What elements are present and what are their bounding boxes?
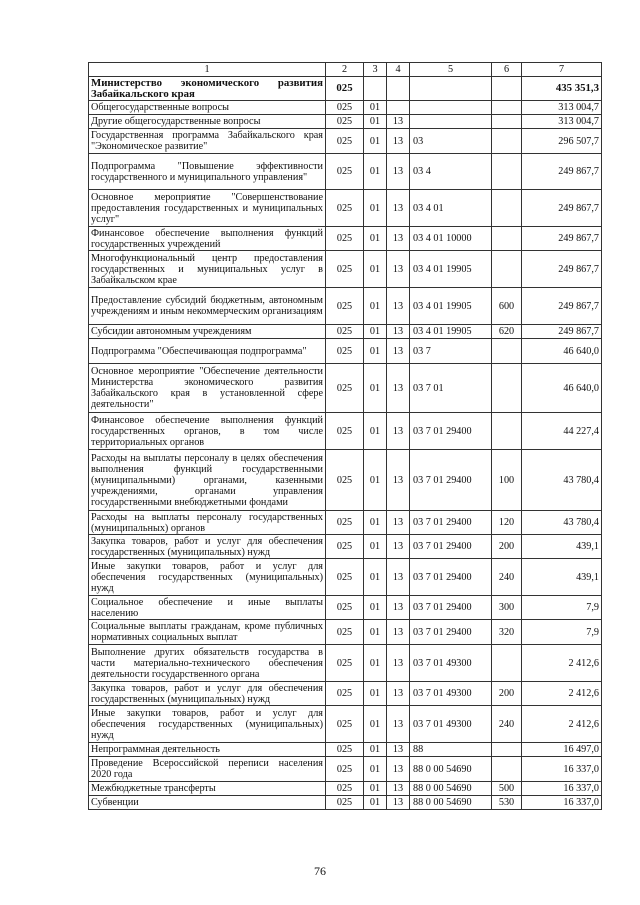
expense-type-cell: 620 xyxy=(492,325,522,339)
target-article-cell: 03 xyxy=(410,129,492,154)
table-row xyxy=(89,190,602,227)
amount-cell: 43 780,4 xyxy=(522,511,602,535)
subsection-cell: 13 xyxy=(387,190,410,227)
amount-cell: 44 227,4 xyxy=(522,413,602,450)
expense-type-cell: 240 xyxy=(492,706,522,743)
admin-code-cell: 025 xyxy=(326,77,364,101)
section-cell: 01 xyxy=(364,782,387,796)
target-article-cell: 03 4 01 xyxy=(410,190,492,227)
subsection-cell: 13 xyxy=(387,364,410,413)
subsection-cell: 13 xyxy=(387,645,410,682)
row-name-cell: Субсидии автономным учреждениям xyxy=(89,325,326,339)
table-row xyxy=(89,645,602,682)
table-row xyxy=(89,251,602,288)
admin-code-cell: 025 xyxy=(326,154,364,190)
row-name-cell: Социальные выплаты гражданам, кроме публичных нормативных социальных выплат xyxy=(89,620,326,645)
admin-code-cell: 025 xyxy=(326,743,364,757)
table-row xyxy=(89,682,602,706)
amount-cell: 2 412,6 xyxy=(522,645,602,682)
target-article-cell: 88 0 00 54690 xyxy=(410,796,492,810)
row-name-cell: Расходы на выплаты персоналу в целях обеспечения выполнения функций государственными (муниципальными) органами, казенными учреждениями, органами управления государственными внебюджетными фондами xyxy=(89,450,326,511)
expense-type-cell: 320 xyxy=(492,620,522,645)
section-cell: 01 xyxy=(364,706,387,743)
section-cell: 01 xyxy=(364,413,387,450)
expense-type-cell xyxy=(492,101,522,115)
expense-type-cell: 240 xyxy=(492,559,522,596)
table-row xyxy=(89,511,602,535)
amount-cell: 249 867,7 xyxy=(522,251,602,288)
header-cell: 4 xyxy=(387,63,410,77)
row-name-cell: Предоставление субсидий бюджетным, автономным учреждениям и иным некоммерческим организациям xyxy=(89,288,326,325)
target-article-cell: 03 7 01 29400 xyxy=(410,559,492,596)
row-name-cell: Социальное обеспечение и иные выплаты населению xyxy=(89,596,326,620)
table-row xyxy=(89,782,602,796)
amount-cell: 16 337,0 xyxy=(522,796,602,810)
subsection-cell: 13 xyxy=(387,682,410,706)
amount-cell: 439,1 xyxy=(522,559,602,596)
amount-cell: 7,9 xyxy=(522,596,602,620)
target-article-cell: 03 7 01 29400 xyxy=(410,511,492,535)
admin-code-cell: 025 xyxy=(326,596,364,620)
row-name-cell: Государственная программа Забайкальского края "Экономическое развитие" xyxy=(89,129,326,154)
expense-type-cell xyxy=(492,154,522,190)
subsection-cell: 13 xyxy=(387,796,410,810)
section-cell: 01 xyxy=(364,559,387,596)
table-row xyxy=(89,743,602,757)
subsection-cell: 13 xyxy=(387,115,410,129)
expense-type-cell xyxy=(492,190,522,227)
row-name-cell: Межбюджетные трансферты xyxy=(89,782,326,796)
amount-cell: 7,9 xyxy=(522,620,602,645)
table-row xyxy=(89,325,602,339)
admin-code-cell: 025 xyxy=(326,757,364,782)
expense-type-cell: 300 xyxy=(492,596,522,620)
amount-cell: 313 004,7 xyxy=(522,101,602,115)
amount-cell: 249 867,7 xyxy=(522,190,602,227)
target-article-cell: 03 7 01 49300 xyxy=(410,706,492,743)
target-article-cell: 03 4 01 19905 xyxy=(410,288,492,325)
amount-cell: 16 337,0 xyxy=(522,782,602,796)
table-row xyxy=(89,227,602,251)
amount-cell: 46 640,0 xyxy=(522,339,602,364)
section-cell: 01 xyxy=(364,450,387,511)
subsection-cell: 13 xyxy=(387,743,410,757)
section-cell: 01 xyxy=(364,511,387,535)
section-cell: 01 xyxy=(364,101,387,115)
row-name-cell: Иные закупки товаров, работ и услуг для обеспечения государственных (муниципальных) нужд xyxy=(89,559,326,596)
expense-type-cell xyxy=(492,227,522,251)
subsection-cell: 13 xyxy=(387,288,410,325)
row-name-cell: Другие общегосударственные вопросы xyxy=(89,115,326,129)
expense-type-cell: 500 xyxy=(492,782,522,796)
section-cell: 01 xyxy=(364,364,387,413)
subsection-cell: 13 xyxy=(387,757,410,782)
row-name-cell: Проведение Всероссийской переписи населения 2020 года xyxy=(89,757,326,782)
table-row xyxy=(89,559,602,596)
subsection-cell: 13 xyxy=(387,706,410,743)
subsection-cell: 13 xyxy=(387,325,410,339)
row-name-cell: Выполнение других обязательств государства в части материально-технического обеспечения деятельности государственного органа xyxy=(89,645,326,682)
table-row xyxy=(89,450,602,511)
admin-code-cell: 025 xyxy=(326,288,364,325)
amount-cell: 435 351,3 xyxy=(522,77,602,101)
expense-type-cell: 530 xyxy=(492,796,522,810)
target-article-cell xyxy=(410,77,492,101)
amount-cell: 313 004,7 xyxy=(522,115,602,129)
admin-code-cell: 025 xyxy=(326,251,364,288)
header-cell: 7 xyxy=(522,63,602,77)
row-name-cell: Закупка товаров, работ и услуг для обеспечения государственных (муниципальных) нужд xyxy=(89,535,326,559)
row-name-cell: Основное мероприятие "Обеспечение деятельности Министерства экономического развития Забайкальского края в установленной сфере деятельности" xyxy=(89,364,326,413)
expense-type-cell: 100 xyxy=(492,450,522,511)
row-name-cell: Финансовое обеспечение выполнения функций государственных учреждений xyxy=(89,227,326,251)
target-article-cell: 03 7 01 29400 xyxy=(410,535,492,559)
admin-code-cell: 025 xyxy=(326,620,364,645)
subsection-cell: 13 xyxy=(387,782,410,796)
section-cell: 01 xyxy=(364,535,387,559)
amount-cell: 249 867,7 xyxy=(522,288,602,325)
admin-code-cell: 025 xyxy=(326,129,364,154)
amount-cell: 2 412,6 xyxy=(522,682,602,706)
target-article-cell: 03 4 01 10000 xyxy=(410,227,492,251)
admin-code-cell: 025 xyxy=(326,325,364,339)
amount-cell: 16 497,0 xyxy=(522,743,602,757)
table-row xyxy=(89,535,602,559)
section-cell xyxy=(364,77,387,101)
header-cell: 1 xyxy=(89,63,326,77)
header-cell: 6 xyxy=(492,63,522,77)
target-article-cell: 88 xyxy=(410,743,492,757)
section-cell: 01 xyxy=(364,190,387,227)
amount-cell: 249 867,7 xyxy=(522,227,602,251)
admin-code-cell: 025 xyxy=(326,101,364,115)
amount-cell: 249 867,7 xyxy=(522,154,602,190)
subsection-cell: 13 xyxy=(387,129,410,154)
subsection-cell: 13 xyxy=(387,154,410,190)
expense-type-cell: 120 xyxy=(492,511,522,535)
expense-type-cell xyxy=(492,645,522,682)
section-cell: 01 xyxy=(364,757,387,782)
table-row xyxy=(89,129,602,154)
subsection-cell: 13 xyxy=(387,596,410,620)
admin-code-cell: 025 xyxy=(326,511,364,535)
admin-code-cell: 025 xyxy=(326,227,364,251)
section-cell: 01 xyxy=(364,796,387,810)
table-row xyxy=(89,413,602,450)
admin-code-cell: 025 xyxy=(326,450,364,511)
target-article-cell: 03 7 01 29400 xyxy=(410,413,492,450)
target-article-cell: 03 4 01 19905 xyxy=(410,325,492,339)
table-row xyxy=(89,115,602,129)
section-cell: 01 xyxy=(364,645,387,682)
amount-cell: 46 640,0 xyxy=(522,364,602,413)
table-row xyxy=(89,757,602,782)
section-cell: 01 xyxy=(364,743,387,757)
target-article-cell: 88 0 00 54690 xyxy=(410,782,492,796)
table-row xyxy=(89,706,602,743)
subsection-cell: 13 xyxy=(387,511,410,535)
target-article-cell: 03 7 xyxy=(410,339,492,364)
row-name-cell: Расходы на выплаты персоналу государственных (муниципальных) органов xyxy=(89,511,326,535)
subsection-cell: 13 xyxy=(387,251,410,288)
target-article-cell: 88 0 00 54690 xyxy=(410,757,492,782)
section-cell: 01 xyxy=(364,288,387,325)
expense-type-cell: 600 xyxy=(492,288,522,325)
budget-table xyxy=(88,62,602,810)
section-cell: 01 xyxy=(364,154,387,190)
row-name-cell: Министерство экономического развития Забайкальского края xyxy=(89,77,326,101)
table-row xyxy=(89,796,602,810)
admin-code-cell: 025 xyxy=(326,645,364,682)
target-article-cell: 03 4 01 19905 xyxy=(410,251,492,288)
row-name-cell: Финансовое обеспечение выполнения функций государственных органов, в том числе территориальных органов xyxy=(89,413,326,450)
section-cell: 01 xyxy=(364,129,387,154)
subsection-cell xyxy=(387,77,410,101)
admin-code-cell: 025 xyxy=(326,559,364,596)
target-article-cell xyxy=(410,101,492,115)
target-article-cell: 03 7 01 49300 xyxy=(410,682,492,706)
expense-type-cell xyxy=(492,413,522,450)
section-cell: 01 xyxy=(364,325,387,339)
amount-cell: 16 337,0 xyxy=(522,757,602,782)
section-cell: 01 xyxy=(364,115,387,129)
row-name-cell: Общегосударственные вопросы xyxy=(89,101,326,115)
target-article-cell: 03 7 01 xyxy=(410,364,492,413)
admin-code-cell: 025 xyxy=(326,190,364,227)
amount-cell: 249 867,7 xyxy=(522,325,602,339)
admin-code-cell: 025 xyxy=(326,782,364,796)
header-cell: 5 xyxy=(410,63,492,77)
subsection-cell: 13 xyxy=(387,535,410,559)
admin-code-cell: 025 xyxy=(326,706,364,743)
amount-cell: 296 507,7 xyxy=(522,129,602,154)
target-article-cell: 03 7 01 29400 xyxy=(410,596,492,620)
target-article-cell: 03 7 01 29400 xyxy=(410,620,492,645)
table-row xyxy=(89,620,602,645)
subsection-cell: 13 xyxy=(387,227,410,251)
admin-code-cell: 025 xyxy=(326,115,364,129)
table-row xyxy=(89,596,602,620)
table-row xyxy=(89,77,602,101)
header-cell: 2 xyxy=(326,63,364,77)
header-cell: 3 xyxy=(364,63,387,77)
admin-code-cell: 025 xyxy=(326,682,364,706)
subsection-cell: 13 xyxy=(387,339,410,364)
expense-type-cell xyxy=(492,129,522,154)
expense-type-cell xyxy=(492,757,522,782)
expense-type-cell xyxy=(492,251,522,288)
admin-code-cell: 025 xyxy=(326,413,364,450)
expense-type-cell xyxy=(492,339,522,364)
admin-code-cell: 025 xyxy=(326,364,364,413)
table-row xyxy=(89,288,602,325)
subsection-cell: 13 xyxy=(387,450,410,511)
section-cell: 01 xyxy=(364,682,387,706)
row-name-cell: Многофункциональный центр предоставления государственных и муниципальных услуг в Забайкальском крае xyxy=(89,251,326,288)
expense-type-cell: 200 xyxy=(492,682,522,706)
target-article-cell: 03 4 xyxy=(410,154,492,190)
expense-type-cell: 200 xyxy=(492,535,522,559)
row-name-cell: Подпрограмма "Обеспечивающая подпрограмма" xyxy=(89,339,326,364)
target-article-cell: 03 7 01 29400 xyxy=(410,450,492,511)
table-row xyxy=(89,154,602,190)
row-name-cell: Субвенции xyxy=(89,796,326,810)
section-cell: 01 xyxy=(364,339,387,364)
admin-code-cell: 025 xyxy=(326,535,364,559)
row-name-cell: Непрограммная деятельность xyxy=(89,743,326,757)
page-number: 76 xyxy=(314,864,326,878)
section-cell: 01 xyxy=(364,620,387,645)
section-cell: 01 xyxy=(364,596,387,620)
admin-code-cell: 025 xyxy=(326,339,364,364)
row-name-cell: Подпрограмма "Повышение эффективности государственного и муниципального управления" xyxy=(89,154,326,190)
amount-cell: 43 780,4 xyxy=(522,450,602,511)
subsection-cell xyxy=(387,101,410,115)
expense-type-cell xyxy=(492,364,522,413)
row-name-cell: Закупка товаров, работ и услуг для обеспечения государственных (муниципальных) нужд xyxy=(89,682,326,706)
expense-type-cell xyxy=(492,115,522,129)
table-row xyxy=(89,339,602,364)
row-name-cell: Иные закупки товаров, работ и услуг для обеспечения государственных (муниципальных) нужд xyxy=(89,706,326,743)
expense-type-cell xyxy=(492,743,522,757)
amount-cell: 439,1 xyxy=(522,535,602,559)
table-row xyxy=(89,101,602,115)
target-article-cell: 03 7 01 49300 xyxy=(410,645,492,682)
section-cell: 01 xyxy=(364,227,387,251)
expense-type-cell xyxy=(492,77,522,101)
subsection-cell: 13 xyxy=(387,413,410,450)
target-article-cell xyxy=(410,115,492,129)
header-row xyxy=(89,63,602,77)
amount-cell: 2 412,6 xyxy=(522,706,602,743)
admin-code-cell: 025 xyxy=(326,796,364,810)
table-row xyxy=(89,364,602,413)
row-name-cell: Основное мероприятие "Совершенствование предоставления государственных и муниципальных услуг" xyxy=(89,190,326,227)
subsection-cell: 13 xyxy=(387,620,410,645)
section-cell: 01 xyxy=(364,251,387,288)
subsection-cell: 13 xyxy=(387,559,410,596)
